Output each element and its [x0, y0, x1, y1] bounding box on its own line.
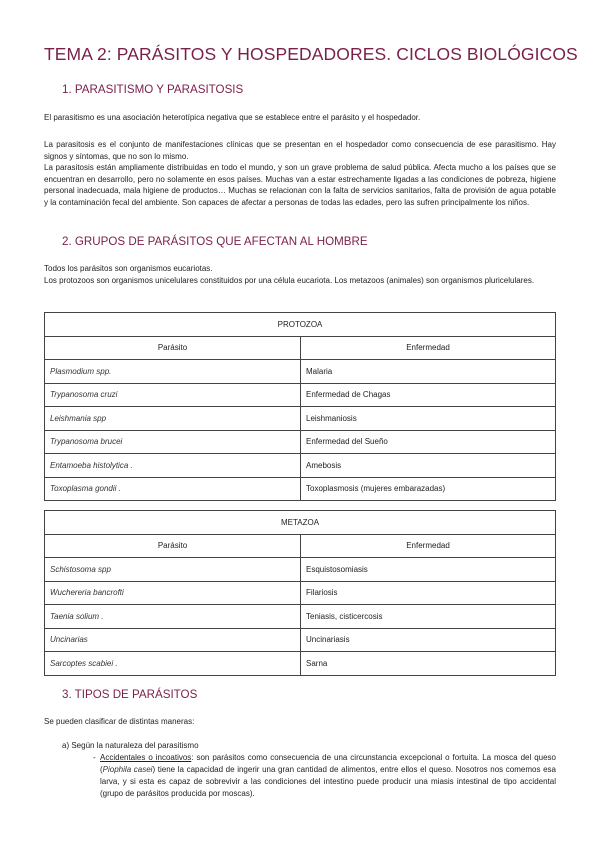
table-row [45, 383, 556, 407]
disease-cell: Esquistosomiasis [301, 558, 556, 582]
disease-cell: Leishmaniosis [301, 407, 556, 431]
section-2-paragraph-1: Todos los parásitos son organismos eucariotas. [44, 264, 213, 273]
disease-cell: Enfermedad del Sueño [301, 430, 556, 454]
protozoa-table [44, 312, 556, 501]
table-row [45, 430, 556, 454]
disease-cell: Uncinariasis [301, 628, 556, 652]
bullet-text-1: : son parásitos como consecuencia de una circunstancia excepcional o fortuita. La mosca del queso ( [100, 753, 556, 774]
disease-cell: Enfermedad de Chagas [301, 383, 556, 407]
table-row [45, 407, 556, 431]
parasite-cell: Plasmodium spp. [45, 360, 301, 384]
parasite-cell: Toxoplasma gondii . [45, 477, 301, 501]
table-row [45, 581, 556, 605]
parasite-cell: Taenia solium . [45, 605, 301, 629]
parasite-cell: Trypanosoma brucei [45, 430, 301, 454]
section-1-heading: 1. PARASITISMO Y PARASITOSIS [62, 83, 244, 96]
table-row [45, 558, 556, 582]
disease-cell: Amebosis [301, 454, 556, 478]
table-row [45, 628, 556, 652]
bullet-text-2: ) tiene la capacidad de ingerir una gran cantidad de alimentos, entre ellos el queso. Nosotros nos comemos esa larva, y si esta es capaz de sobrevivir a las condiciones del intestino puede producir una miasis intestinal de tipo accidental (grupo de parásitos producida por moscas). [100, 765, 556, 798]
metazoa-table [44, 510, 556, 676]
bullet-accidentales [100, 752, 556, 800]
disease-cell: Malaria [301, 360, 556, 384]
subsection-a-label: a) Según la naturaleza del parasitismo [62, 741, 199, 750]
parasite-cell: Trypanosoma cruzi [45, 383, 301, 407]
parasite-cell: Leishmania spp [45, 407, 301, 431]
table-header-row [45, 336, 556, 360]
table-row [45, 605, 556, 629]
section-2-paragraph-2: Los protozoos son organismos unicelulares constituidos por una célula eucariota. Los metazoos (animales) son organismos pluricelulares. [44, 276, 535, 285]
column-header-parasite: Parásito [45, 336, 301, 360]
section-3-heading: 3. TIPOS DE PARÁSITOS [62, 688, 198, 701]
parasite-cell: Schistosoma spp [45, 558, 301, 582]
table-row [45, 360, 556, 384]
disease-cell: Filariosis [301, 581, 556, 605]
bullet-species: Piophila casei [102, 765, 153, 774]
section-2-heading: 2. GRUPOS DE PARÁSITOS QUE AFECTAN AL HOMBRE [62, 235, 368, 248]
section-3-intro: Se pueden clasificar de distintas maneras: [44, 717, 195, 726]
section-1-paragraph-3: La parasitosis están ampliamente distribuidas en todo el mundo, y son un grave problema de salud pública. Afecta mucho a los países que se encuentran en desarrollo, pero no solamente en esos países. Muchas van a estar estrechamente ligadas a las condiciones de pobreza, higiene personal inadecuada, mala higiene de productos… Muchas se relacionan con la falta de servicios sanitarios, falta de provisión de agua potable y la contaminación fecal del ambiente. Son capaces de afectar a personas de todas las edades, pero las sufren principalmente los niños. [44, 163, 556, 207]
disease-cell: Toxoplasmosis (mujeres embarazadas) [301, 477, 556, 501]
column-header-disease: Enfermedad [301, 534, 556, 558]
table-header-row [45, 534, 556, 558]
table-row [45, 454, 556, 478]
parasite-cell: Sarcoptes scabiei . [45, 652, 301, 676]
metazoa-caption: METAZOA [45, 511, 556, 535]
disease-cell: Sarna [301, 652, 556, 676]
page-title: TEMA 2: PARÁSITOS Y HOSPEDADORES. CICLOS BIOLÓGICOS [44, 44, 578, 64]
table-caption-row [45, 511, 556, 535]
bullet-marker: - [93, 753, 96, 762]
disease-cell: Teniasis, cisticercosis [301, 605, 556, 629]
table-caption-row [45, 313, 556, 337]
parasite-cell: Uncinarias [45, 628, 301, 652]
protozoa-caption: PROTOZOA [45, 313, 556, 337]
column-header-disease: Enfermedad [301, 336, 556, 360]
parasite-cell: Entamoeba histolytica . [45, 454, 301, 478]
table-row [45, 652, 556, 676]
section-1-paragraph-2: La parasitosis es el conjunto de manifestaciones clínicas que se presentan en el hospedador como consecuencia de ese parasitismo. Hay signos y síntomas, que no son lo mismo. [44, 140, 556, 161]
parasite-cell: Wuchereria bancrofti [45, 581, 301, 605]
column-header-parasite: Parásito [45, 534, 301, 558]
section-1-paragraph-1: El parasitismo es una asociación heterotípica negativa que se establece entre el parásito y el hospedador. [44, 113, 421, 122]
table-row [45, 477, 556, 501]
bullet-term: Accidentales o incoativos [100, 753, 192, 762]
